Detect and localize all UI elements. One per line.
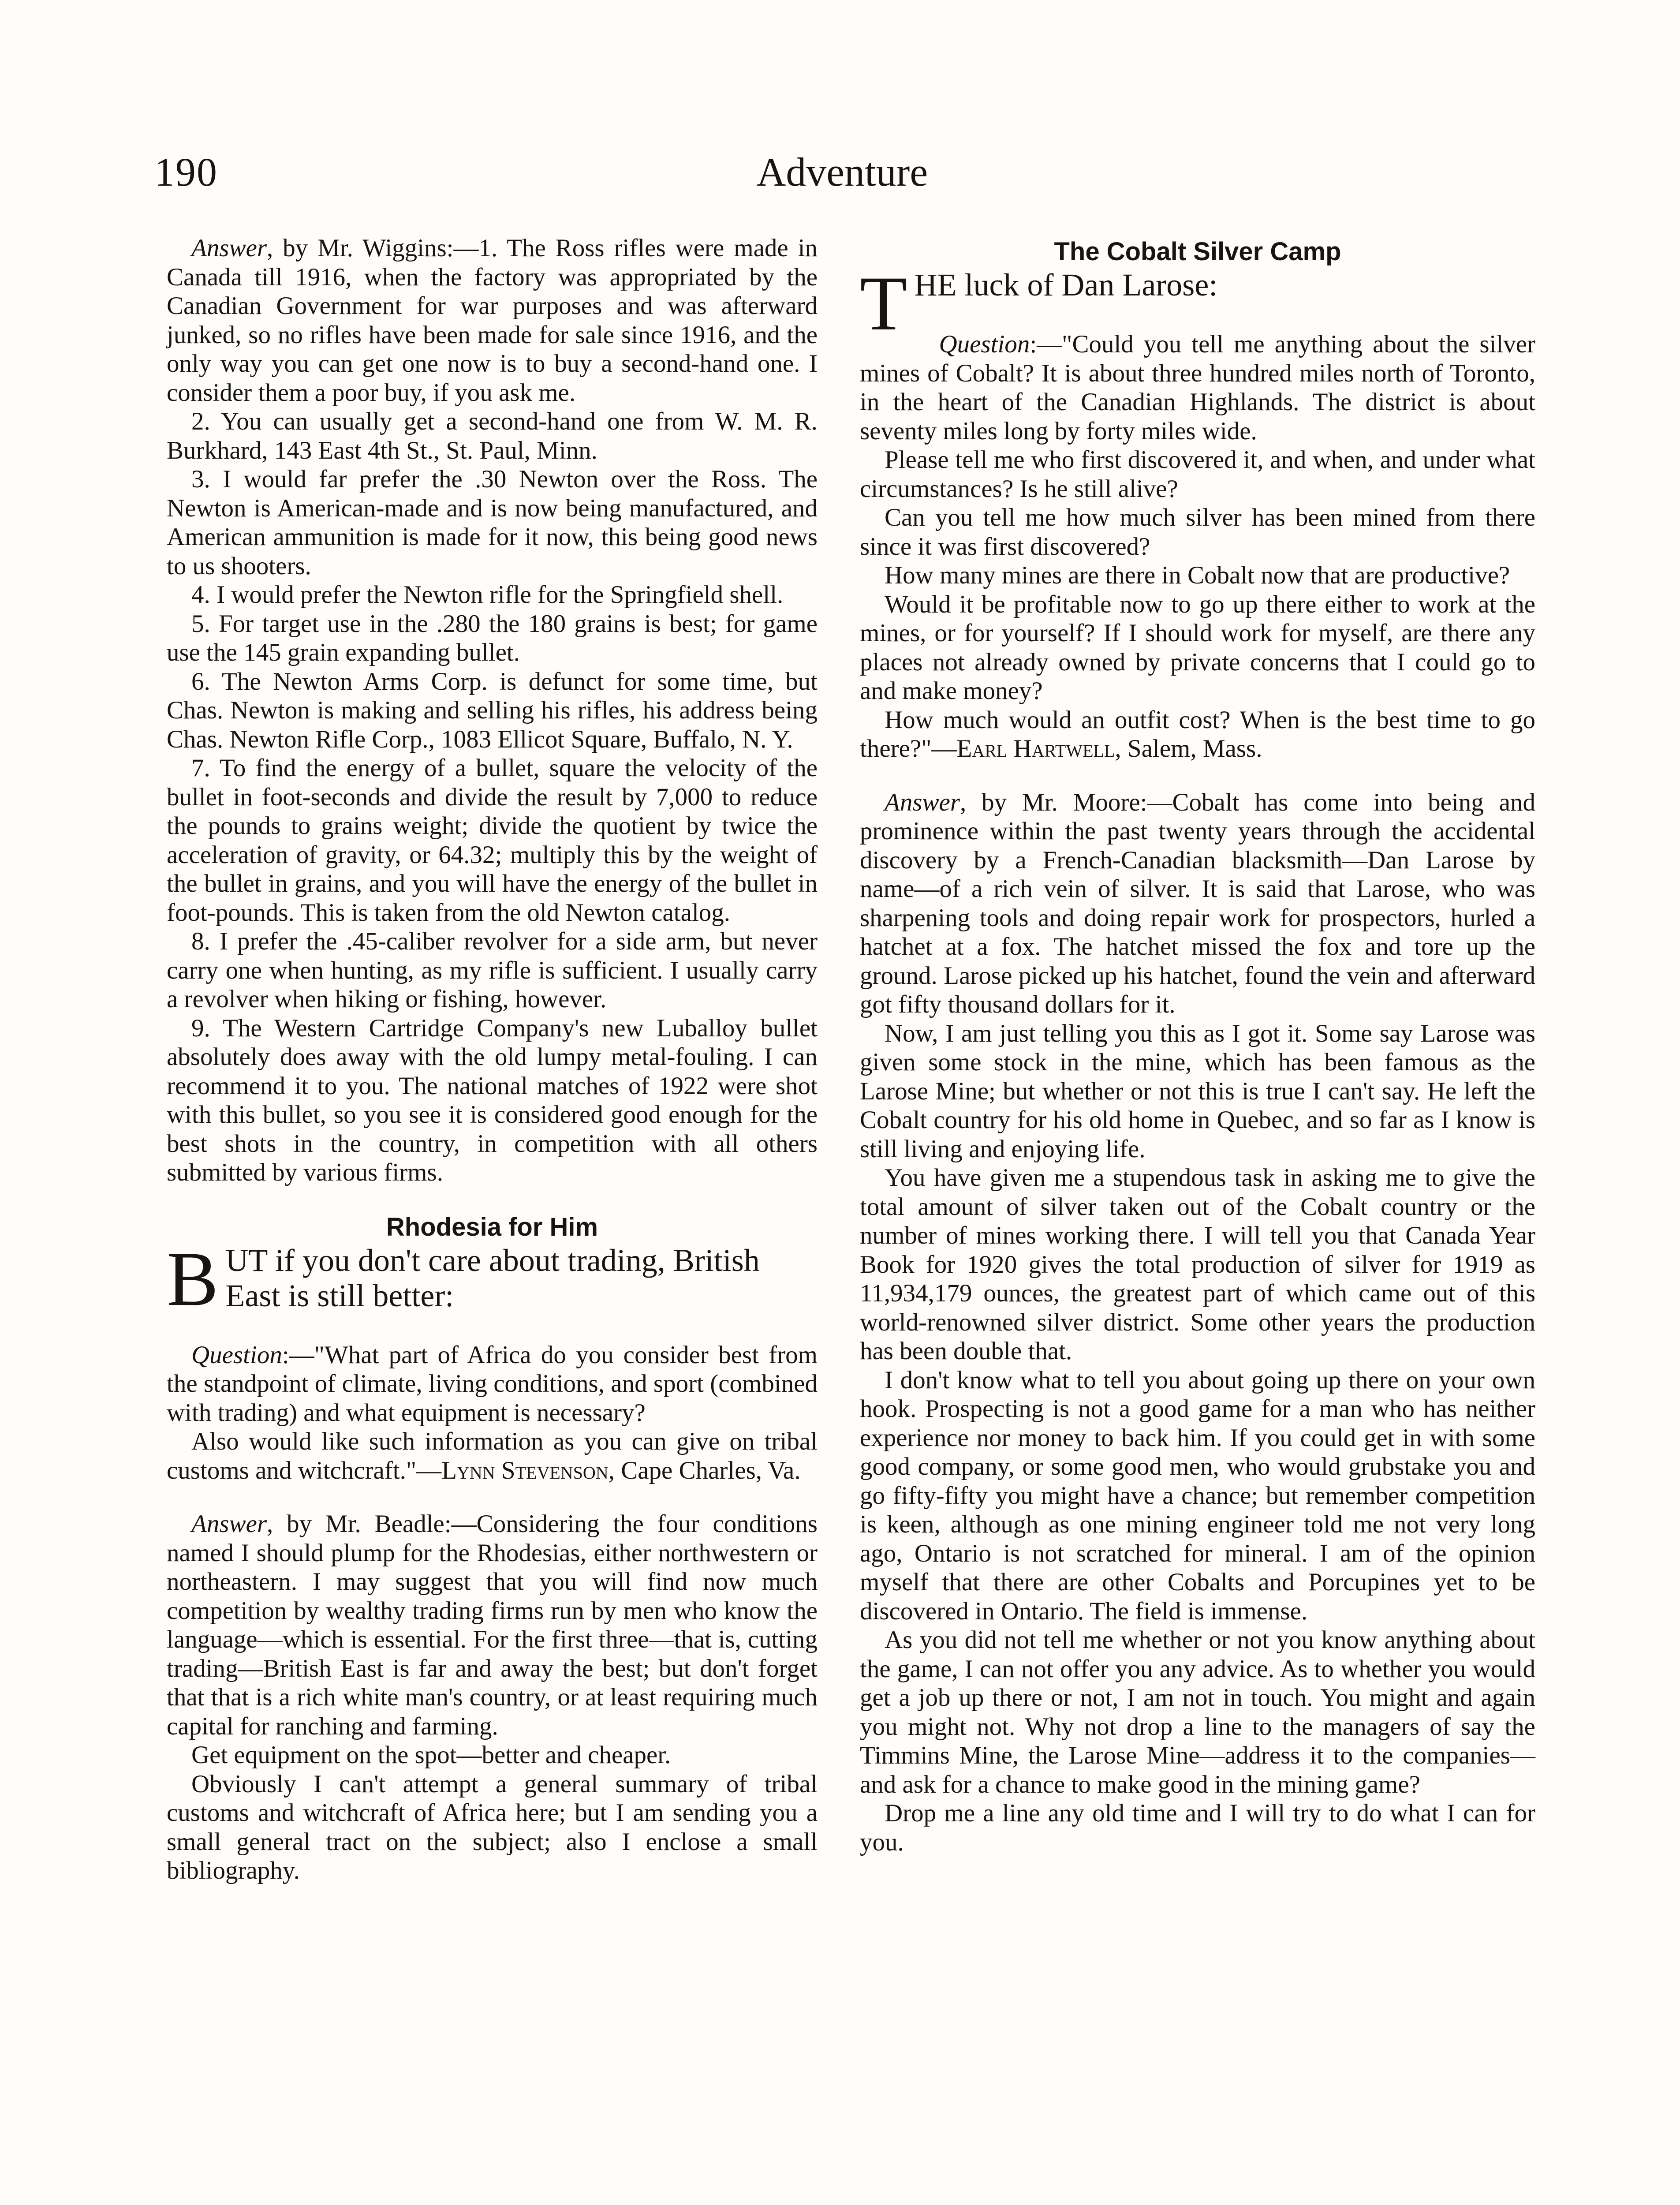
beadle-answer-3: Obviously I can't attempt a general summary of tribal customs and witchcraft of Africa here; but I am sending you a small general tract on the subject; also I enclose a small bibliography. xyxy=(167,1770,818,1884)
beadle-answer-2: Get equipment on the spot—better and cheaper. xyxy=(191,1741,671,1769)
section-lead xyxy=(167,1236,818,1322)
page-header xyxy=(0,146,1680,207)
question-label: Question xyxy=(939,330,1030,358)
answer-point-3: 3. I would far prefer the .30 Newton over the Ross. The Newton is American-made and is now being manufactured, and American ammunition is made for it now, this being good news to us shooters. xyxy=(167,465,818,580)
answer-point-2: 2. You can usually get a second-hand one from W. M. R. Burkhard, 143 East 4th St., St. Paul, Minn. xyxy=(167,407,818,464)
stevenson-question-2 xyxy=(167,1427,818,1485)
hartwell-question-3: Can you tell me how much silver has been mined from there since it was first discovered? xyxy=(860,504,1535,561)
magazine-title: Adventure xyxy=(756,149,928,194)
drop-cap: T xyxy=(860,261,907,347)
hartwell-question-2: Please tell me who first discovered it, and when, and under what circumstances? Is he still alive? xyxy=(860,446,1535,503)
beadle-answer xyxy=(167,1510,818,1741)
questioner-place: , Cape Charles, Va. xyxy=(608,1456,801,1484)
answer-label: Answer xyxy=(885,788,960,816)
page-number: 190 xyxy=(154,149,218,194)
hartwell-question-4: How many mines are there in Cobalt now that are productive? xyxy=(885,561,1510,589)
question-text: :—"Could you tell me anything about the silver mines of Cobalt? It is about three hundred miles north of Toronto, in the heart of the Canadian Highlands. The district is about seventy miles long by forty miles wide. xyxy=(860,330,1535,445)
moore-answer-3: You have given me a stupendous task in asking me to give the total amount of silver taken out of the Cobalt country or the number of mines working there. I will tell you that Canada Year Book for 1920 gives the total production of silver for 1919 as 11,934,179 ounces, the greatest part of which came out of this world-renowned silver district. Some other years the production has been double that. xyxy=(860,1164,1535,1365)
question-text-2: Also would like such information as you can give on tribal customs and witchcraft."— xyxy=(167,1428,818,1484)
section-title-rhodesia: Rhodesia for Him xyxy=(386,1212,598,1241)
questioner-name: Lynn Stevenson xyxy=(441,1456,609,1484)
wiggins-answer xyxy=(167,234,818,407)
moore-answer-6: Drop me a line any old time and I will try to do what I can for you. xyxy=(860,1799,1535,1856)
hartwell-question xyxy=(860,330,1535,445)
questioner-place: , Salem, Mass. xyxy=(1115,735,1262,762)
right-column xyxy=(860,236,1535,1857)
answer-point-5: 5. For target use in the .280 the 180 grains is best; for game use the 145 grain expanding bullet. xyxy=(167,609,818,666)
hartwell-question-6 xyxy=(860,706,1535,763)
answer-point-6: 6. The Newton Arms Corp. is defunct for some time, but Chas. Newton is making and selling his rifles, his address being Chas. Newton Rifle Corp., 1083 Ellicot Square, Buffalo, N. Y. xyxy=(167,667,818,753)
answer-point-7: 7. To find the energy of a bullet, square the velocity of the bullet in foot-seconds and divide the result by 7,000 to reduce the pounds to grains weight; divide the quotient by twice the acceleration of gravity, or 64.32; multiply this by the weight of the bullet in grains, and you will have the energy of the bullet in foot-pounds. This is taken from the old Newton catalog. xyxy=(167,754,818,927)
stevenson-question xyxy=(167,1341,818,1428)
answer-text: , by Mr. Beadle:—Considering the four conditions named I should plump for the Rhodesias, either northwestern or northeastern. I may suggest that you will find now much competition by wealthy trading firms run by men who know the language—which is essential. For the first three—that is, cutting trading—British East is far and away the best; but don't forget that that is a rich white man's country, or at least requiring much capital for ranching and farming. xyxy=(167,1510,818,1740)
moore-answer-5: As you did not tell me whether or not you know anything about the game, I can not offer you any advice. As to whether you would get a job up there or not, I am not in touch. You might and again you might not. Why not drop a line to the managers of say the Timmins Mine, the Larose Mine—address it to the companies—and ask for a chance to make good in the mining game? xyxy=(860,1626,1535,1798)
question-text-6: How much would an outfit cost? When is the best time to go there?"— xyxy=(860,706,1535,762)
answer-label: Answer xyxy=(191,234,267,262)
answer-text: , by Mr. Moore:—Cobalt has come into being and prominence within the past twenty years through the accidental discovery by a French-Canadian blacksmith—Dan Larose by name—of a rich vein of silver. It is said that Larose, who was sharpening tools and doing repair work for prospectors, hurled a hatchet at a fox. The hatchet missed the fox and tore up the ground. Larose picked up his hatchet, found the vein and afterward got fifty thousand dollars for it. xyxy=(860,788,1535,1018)
questioner-name: Earl Hartwell xyxy=(956,735,1115,762)
hartwell-question-5: Would it be profitable now to go up there either to work at the mines, or for yourself? If I should work for myself, are there any places not already owned by private concerns that I could go to and make money? xyxy=(860,590,1535,705)
moore-answer-4: I don't know what to tell you about going up there on your own hook. Prospecting is not a good game for a man who has neither experience nor money to back him. If you could get in with some good company, or some good men, who would grubstake you and go fifty-fifty you might have a chance; but remember competition is keen, although as one mining engineer told me not very long ago, Ontario is not scratched for mineral. I am of the opinion myself that there are other Cobalts and Porcupines yet to be discovered in Ontario. The field is immense. xyxy=(860,1366,1535,1625)
answer-text: , by Mr. Wiggins:—1. The Ross rifles were made in Canada till 1916, when the factory was appropriated by the Canadian Government for war purposes and was afterward junked, so no rifles have been made for sale since 1916, and the only way you can get one now is to buy a second-hand one. I consider them a poor buy, if you ask me. xyxy=(167,234,818,407)
answer-point-8: 8. I prefer the .45-caliber revolver for a side arm, but never carry one when hunting, as my rifle is sufficient. I usually carry a revolver when hiking or fishing, however. xyxy=(167,927,818,1013)
lead-text: HE luck of Dan Larose: xyxy=(914,267,1218,303)
question-text: :—"What part of Africa do you consider best from the standpoint of climate, living conditions, and sport (combined with trading) and what equipment is necessary? xyxy=(167,1341,818,1427)
answer-point-9: 9. The Western Cartridge Company's new Luballoy bullet absolutely does away with the old lumpy metal-fouling. I can recommend it to you. The national matches of 1922 were shot with this bullet, so you see it is considered good enough for the best shots in the country, in competition with all others submitted by various firms. xyxy=(167,1014,818,1186)
left-column xyxy=(167,234,818,1885)
moore-answer-2: Now, I am just telling you this as I got it. Some say Larose was given some stock in the mine, which has been famous as the Larose Mine; but whether or not this is true I can't say. He left the Cobalt country for his old home in Quebec, and so far as I know is still living and enjoying life. xyxy=(860,1019,1535,1163)
answer-label: Answer xyxy=(191,1510,267,1538)
section-title-cobalt: The Cobalt Silver Camp xyxy=(1054,237,1341,266)
question-label: Question xyxy=(191,1341,282,1369)
drop-cap: B xyxy=(167,1236,219,1322)
lead-text: UT if you don't care about trading, British East is still better: xyxy=(225,1242,760,1313)
moore-answer xyxy=(860,788,1535,1019)
answer-point-4: 4. I would prefer the Newton rifle for the Springfield shell. xyxy=(191,581,784,609)
